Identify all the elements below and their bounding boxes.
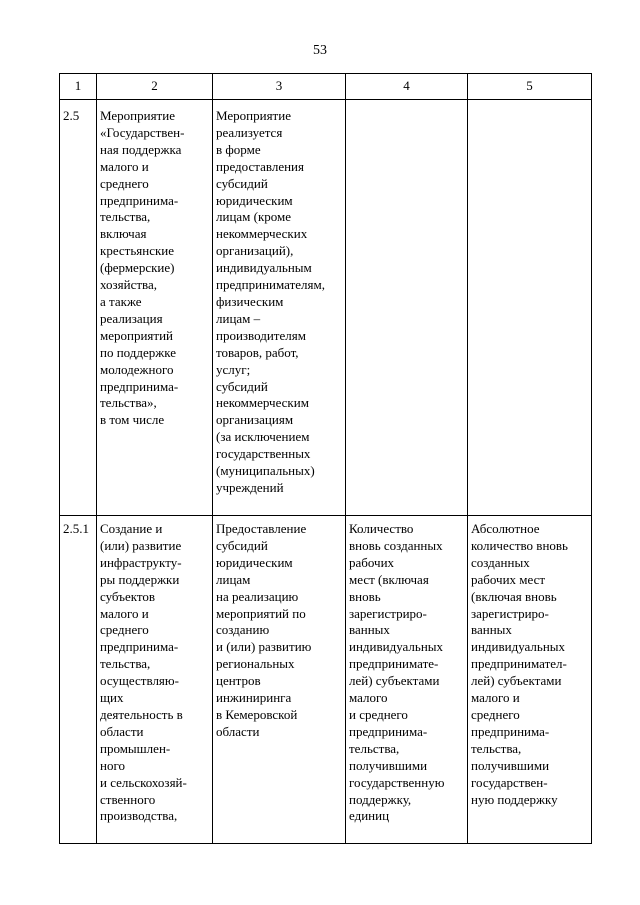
header-cell-1: 1 [60, 74, 97, 100]
calculation-method-cell [468, 100, 592, 516]
event-name-cell: Создание и (или) развитие инфраструкту- ры поддержки субъектов малого и среднего предпринима- тельства, осуществляю- щих деятельность в области промышлен- ного и сельскохозяй- ственного производства, [97, 516, 213, 844]
program-table [59, 73, 592, 844]
event-description-cell: Предоставление субсидий юридическим лицам на реализацию мероприятий по созданию и (или) развитию региональных центров инжиниринга в Кемеровской области [213, 516, 346, 844]
indicator-cell [346, 100, 468, 516]
header-cell-4: 4 [346, 74, 468, 100]
page-number: 53 [313, 43, 327, 58]
table-row [60, 100, 592, 516]
header-cell-5: 5 [468, 74, 592, 100]
calculation-method-cell: Абсолютное количество вновь созданных рабочих мест (включая вновь зарегистриро- ванных индивидуальных предпринимател- лей) субъектами малого и среднего предпринима- тельства, получившими государствен- ную поддержку [468, 516, 592, 844]
header-cell-2: 2 [97, 74, 213, 100]
indicator-cell: Количество вновь созданных рабочих мест (включая вновь зарегистриро- ванных индивидуальных предпринимате- лей) субъектами малого и среднего предпринима- тельства, получившими государственную поддержку, единиц [346, 516, 468, 844]
table-header-row [60, 74, 592, 100]
row-number-cell: 2.5.1 [60, 516, 97, 844]
table-row [60, 516, 592, 844]
header-cell-3: 3 [213, 74, 346, 100]
event-description-cell: Мероприятие реализуется в форме предоставления субсидий юридическим лицам (кроме некоммерческих организаций), индивидуальным предпринимателям, физическим лицам – производителям товаров, работ, услуг; субсидий некоммерческим организациям (за исключением государственных (муниципальных) учреждений [213, 100, 346, 516]
row-number-cell: 2.5 [60, 100, 97, 516]
event-name-cell: Мероприятие «Государствен- ная поддержка малого и среднего предпринима- тельства, включая крестьянские (фермерские) хозяйства, а также реализация мероприятий по поддержке молодежного предпринима- тельства», в том числе [97, 100, 213, 516]
